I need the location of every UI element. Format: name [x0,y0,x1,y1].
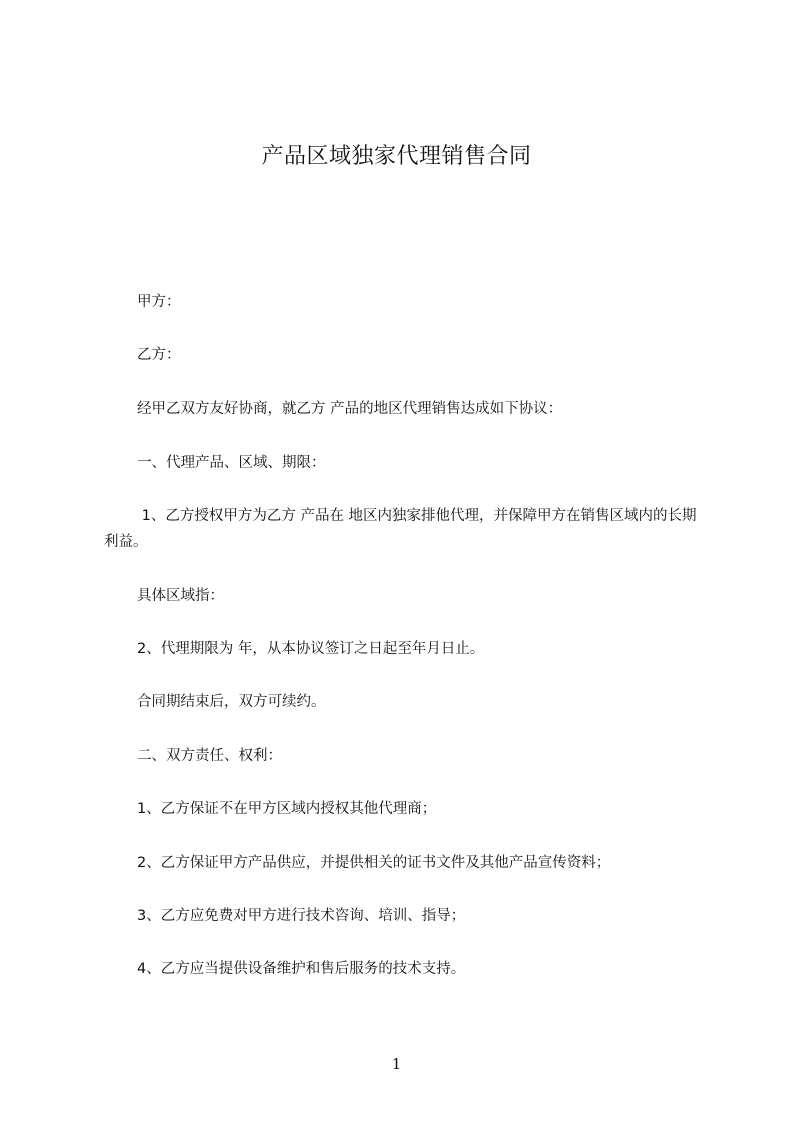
section-1-region: 具体区域指： [137,588,224,604]
section-2-item-3: 3、乙方应免费对甲方进行技术咨询、培训、指导； [137,908,466,924]
section-1-heading: 一、代理产品、区域、期限： [137,455,326,471]
document-title: 产品区域独家代理销售合同 [261,144,532,169]
section-2-item-2: 2、乙方保证甲方产品供应，并提供相关的证书文件及其他产品宣传资料； [137,855,611,871]
section-1-item-1: 1、乙方授权甲方为乙方 产品在 地区内独家排他代理，并保障甲方在销售区域内的长期利益。 [104,508,697,550]
section-2-item-1: 1、乙方保证不在甲方区域内授权其他代理商； [137,801,437,817]
page-number: 1 [391,1055,402,1073]
section-2-item-4: 4、乙方应当提供设备维护和售后服务的技术支持。 [137,961,466,977]
intro-paragraph: 经甲乙双方友好协商，就乙方 产品的地区代理销售达成如下协议： [137,401,563,417]
party-b-line: 乙方： [137,347,181,363]
section-2-heading: 二、双方责任、权利： [137,748,282,764]
section-1-renewal: 合同期结束后，双方可续约。 [137,694,326,710]
party-a-line: 甲方： [137,294,181,310]
section-1-item-2: 2、代理期限为 年，从本协议签订之日起至年月日止。 [137,641,485,657]
